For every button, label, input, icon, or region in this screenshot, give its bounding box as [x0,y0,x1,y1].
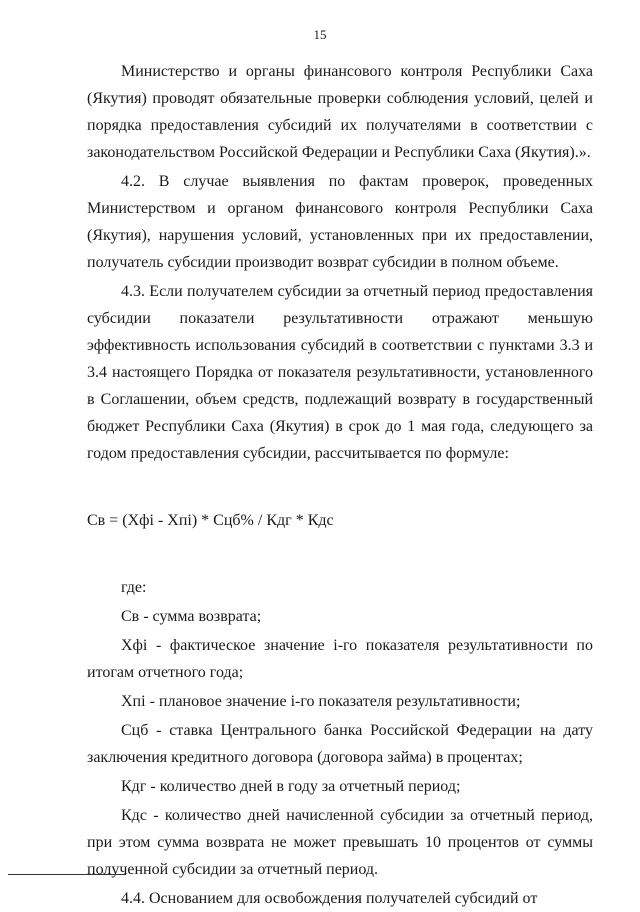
definition-kds: Кдс - количество дней начисленной субсидии за отчетный период, при этом сумма возврата не может превышать 10 процентов от суммы полученной субсидии за отчетный период. [87,807,593,878]
where-label: где: [121,579,147,596]
paragraph-4-2: 4.2. В случае выявления по фактам проверок, проведенных Министерством и органом финансового контроля Республики Саха (Якутия), нарушения условий, установленных при их предоставлении, получатель субсидии производит возврат субсидии в полном объеме. [87,173,593,271]
definition-sv: Св - сумма возврата; [121,608,262,625]
paragraph-control-bodies: Министерство и органы финансового контроля Республики Саха (Якутия) проводят обязательные проверки соблюдения условий, целей и порядка предоставления субсидий их получателями в соответствии с законодательством Российской Федерации и Республики Саха (Якутия).». [87,63,593,161]
paragraph-4-4: 4.4. Основанием для освобождения получателей субсидий от [121,890,538,907]
page-number: 15 [313,27,327,42]
definition-hfi: Хфi - фактическое значение i-го показателя результативности по итогам отчетного года; [87,637,593,681]
definition-hpi: Хпi - плановое значение i-го показателя результативности; [121,693,521,710]
document-body [87,58,593,912]
definition-kdg: Кдг - количество дней в году за отчетный период; [121,778,461,795]
footnote-divider [8,874,126,875]
paragraph-4-3: 4.3. Если получателем субсидии за отчетный период предоставления субсидии показатели результативности отражают меньшую эффективность использования субсидий в соответствии с пунктами 3.3 и 3.4 настоящего Порядка от показателя результативности, установленного в Соглашении, объем средств, подлежащий возврату в государственный бюджет Республики Саха (Якутия) в срок до 1 мая года, следующего за годом предоставления субсидии, рассчитывается по формуле: [87,283,593,462]
definition-scb: Сцб - ставка Центрального банка Российской Федерации на дату заключения кредитного договора (договора займа) в процентах; [87,722,593,766]
refund-formula: Св = (Хфi - Хпi) * Сцб% / Кдг * Кдс [87,512,334,529]
